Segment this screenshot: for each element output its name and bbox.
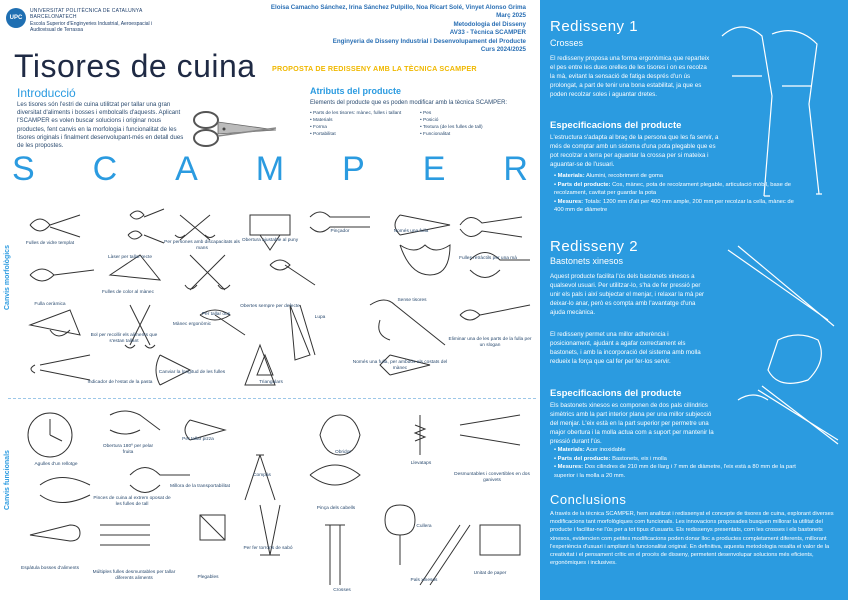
spec-item: • Parts del producte: Bastonets, eix i molla: [554, 455, 804, 464]
spec-1-text: L'estructura s'adapta al braç de la persona que les fa servir, a més de comptar amb un sistema d'una pota plegable que es pot recolzar a terra per aguantar la crossa per si mateixa i aguantar-se de l'usuari.: [550, 134, 719, 168]
list-item: • Funcionalitat: [420, 131, 530, 138]
sketch-scissors-12: [400, 245, 450, 275]
caption: Fulles retràctils per una mà: [459, 256, 517, 261]
caption: Obertes sempre per defecte: [240, 304, 300, 309]
scamper-letter: C: [92, 150, 120, 188]
sketch-crutches: [325, 525, 345, 585]
redesign-1-heading: Redisseny 1: [550, 18, 639, 35]
attributes-list: [310, 110, 530, 138]
sketch-scissors-8: [30, 269, 94, 281]
intro-text: Les tisores són l'estri de cuina utilitzat per tallar una gran diversitat d'aliments i bosses i embolcalls d'aquests. Aplicant l'SCAMPER es volen buscar solucions i originar nous productes, fent canvis en la morfologia i funcionalitat de les tisores originals i finalment desenvolupant-més en detall dues de les propostes.: [17, 101, 184, 150]
list-item: • Materials: [310, 117, 420, 124]
sketch-scissors-14: [30, 310, 80, 336]
caption: Espàtula bosses d'aliments: [21, 566, 79, 571]
attributes-col-1: [310, 110, 420, 138]
date: Març 2025: [496, 12, 526, 20]
spec-2-list: [554, 446, 804, 480]
sketch-spoon: [385, 505, 415, 565]
caption: Fulles de color al mànec: [102, 290, 154, 295]
course: Metodologia del Disseny: [453, 20, 526, 28]
caption: Obridor: [335, 450, 351, 455]
row-label-morphological: Canvis morfològics: [4, 245, 11, 310]
caption: Triangulars: [259, 380, 283, 385]
caption: Per tallar pizza: [182, 437, 214, 442]
caption: Agulles d'un rellotge: [34, 462, 78, 467]
redesign-1-text: El redisseny proposa una forma ergonòmica que reparteix el pes entre les dues orelles de les tisores i on es recolza la mà, evitant la sensació de fatiga després d'un ús prolongat, a part de tenir una bona estabilitat, ja que es poden recolzar soles i aguantar dretes.: [550, 55, 710, 98]
task: AV33 - Tècnica SCAMPER: [449, 29, 526, 37]
sketch-scissors-18: [370, 300, 445, 345]
sketch-corkscrew: [415, 415, 425, 455]
redesign-2-subtitle: Bastonets xinesos: [550, 256, 624, 266]
caption: Només una fulla, per ambdós els costats del mànec: [352, 360, 448, 371]
redesign-2-text-2: El redisseny permet una millor adherència i posicionament, ajudant a agafar correctament els bastonets, i amb la incorporació del sistema amb molla redueix la força que cal fer per fer-los servir.: [550, 331, 701, 365]
caption: Fulla ceràmica: [34, 302, 66, 307]
scamper-letters: [12, 150, 530, 189]
caption: Per fer torrons de sabó: [243, 546, 293, 551]
redesign-1-subtitle: Crosses: [550, 38, 584, 48]
scamper-letter: P: [342, 150, 367, 188]
logo-line-1: UNIVERSITAT POLITÈCNICA DE CATALUNYA BARCELONATECH: [30, 8, 143, 20]
scamper-letter: S: [12, 150, 37, 188]
sketch-scissors-22: [245, 345, 275, 385]
sketch-scissors-7: [460, 217, 522, 237]
spec-item: • Mesures: Dos cilindres de 210 mm de llarg i 7 mm de diàmetre, l'eix està a 80 mm de la part superior i la molla a 20 mm.: [554, 463, 804, 480]
sketch-scissors-11: [270, 260, 315, 285]
intro-heading: Introducció: [17, 86, 76, 100]
sketch-scissors-3: [175, 215, 215, 240]
caption: Per tallar ous: [201, 312, 231, 317]
scamper-letter: M: [255, 150, 287, 188]
chopsticks-sketch: [718, 240, 842, 450]
list-item: • Pes: [420, 110, 530, 117]
right-panel: [540, 0, 848, 600]
caption: Eliminar una de les parts de la fulla per un slogan: [448, 337, 532, 348]
caption: Per persones amb discapacitats als mans: [164, 240, 240, 251]
caption: Plegables: [197, 575, 219, 580]
list-item: • Forma: [310, 124, 420, 131]
scamper-letter: A: [175, 150, 200, 188]
caption: Pinça dels cabells: [316, 506, 356, 511]
seal-icon: UPC: [6, 8, 26, 28]
caption: Pinces de cuina al extrem oposat de les fulles de tall: [93, 496, 171, 507]
conclusions-text: A través de la tècnica SCAMPER, hem analitzat i redissenyat el concepte de tisores de cuina, explorant diverses modificacions tant morfològiques com funcionals. Les innovacions proposades busquen millorar la utilitat del producte i facilitar-ne l'ús per a tot tipus d'usuaris. Els redissenys presentats, com les crosses i els bastonets xinesos, evidencien com petites modificacions poden donar lloc a productes completament diferents, millorant l'experiència d'usuari i ampliant la funcionalitat original. En definitiva, aquesta metodologia resalta el valor de la creativitat i el pensament crític en el procés de disseny, permetent desenvolupar solucions més eficients, ergonòmiques i inclusives.: [550, 511, 834, 567]
sketch-scissors-4: [250, 215, 290, 250]
caption: Cullera: [416, 524, 432, 529]
degree: Enginyeria de Disseny Industrial i Desenvolupament del Producte: [332, 37, 526, 45]
caption: Llevataps: [410, 461, 432, 466]
scamper-letter: E: [422, 150, 448, 188]
spec-item: • Materials: Alumini, recobriment de goma: [554, 172, 804, 181]
sketch-spatula: [30, 525, 80, 541]
sketch-scissors-20: [31, 355, 90, 380]
caption: Crosses: [333, 588, 351, 593]
caption: Compàs: [253, 473, 271, 478]
attributes-text: Elements del producte que es poden modificar amb la tècnica SCAMPER:: [310, 100, 508, 106]
spec-2-heading: Especificacions del producte: [550, 388, 682, 399]
section-divider: [8, 398, 536, 399]
sketch-scissors-1: [30, 215, 80, 237]
list-item: • Parts de les tisores: mànec, fulles i tallant: [310, 110, 420, 117]
redesign-2-heading: Redisseny 2: [550, 238, 639, 255]
sketch-clip: [310, 465, 360, 485]
logo-line-2: Escola Superior d'Enginyeries Industrial, Aeroespacial i Audiovisual de Terrassa: [30, 21, 153, 33]
spec-item: • Materials: Acer inoxidable: [554, 446, 804, 455]
row-label-functional: Canvis funcionals: [4, 450, 11, 510]
caption: Sense tisores: [397, 298, 427, 303]
caption: Obertura ajustable al puny: [241, 238, 299, 243]
sketch-paper: [480, 525, 520, 555]
sketch-tongs: [40, 478, 90, 503]
caption: Indicador de l'estat de la pasta: [87, 380, 153, 385]
caption: Fulles de vidre templat: [25, 241, 75, 246]
caption: Pinçador: [330, 229, 350, 234]
authors: Eloisa Camacho Sánchez, Irina Sánchez Pulpillo, Noa Ricart Solé, Vinyet Alonso Grima: [270, 4, 526, 11]
university-logo: [6, 8, 156, 38]
conclusions-heading: Conclusions: [550, 492, 627, 507]
sketch-folding: [200, 515, 225, 540]
caption: Obertura 180º per pelar fruita: [102, 444, 154, 455]
caption: Millora de la transportabilitat: [170, 484, 230, 489]
sketch-knives: [460, 415, 520, 445]
spec-1-heading: Especificacions del producte: [550, 120, 682, 131]
caption: Només una fulla: [393, 229, 429, 234]
page-subtitle: PROPOSTA DE REDISSENY AMB LA TÈCNICA SCAMPER: [272, 64, 477, 73]
attributes-col-2: [420, 110, 530, 138]
spec-2-text: Els bastonets xinesos es componen de dos pals cilíndrics simètrics amb la part interior plana per una millor subjecció del menjar. L'eix està en la part superior per permetre una major obertura i la molla actua com a suport per mantenir la pressió durant l'ús.: [550, 402, 714, 445]
list-item: • Textura (de les fulles de tall): [420, 124, 530, 131]
list-item: • Posició: [420, 117, 530, 124]
caption: Làser per tallar recte: [108, 255, 152, 260]
sketch-peeler: [110, 411, 160, 434]
spec-item: • Mesures: Totals: 1200 mm d'alt per 400 mm ample, 200 mm per recolzar la cella, mànec de 400 mm de diàmetre: [554, 198, 804, 215]
scissors-photo-icon: [190, 100, 280, 156]
sketch-scissors-19: [460, 305, 530, 320]
sketch-opener: [320, 415, 360, 455]
caption: Lupa: [314, 315, 326, 320]
sketch-scissors-2: [128, 209, 164, 243]
redesign-2-text-1: Aquest producte facilita l'ús dels bastonets xinesos a qualsevol usuari. Per utilitzar-lo, s'ha de fer pressió per unir els pals i així subjectar el menjar, i relaxar la mà per deixar-lo anar, però es compta amb l'avantatge d'una ajuda mecànica.: [550, 273, 705, 316]
sketch-scissors-10: [185, 255, 230, 290]
caption: Mànec ergonòmic: [172, 322, 212, 327]
caption: Canviar la longitud de les fulles: [158, 370, 226, 375]
spec-item: • Parts del producte: Cos, mànec, pota de recolzament plegable, articulació mòbil, base de recolzament, cavitat per guardar la pota: [554, 181, 804, 198]
caption: Pals xinesos: [410, 578, 438, 583]
sketch-scissors-17: [290, 305, 315, 360]
year: Curs 2024/2025: [480, 46, 526, 54]
caption: Bol per recollir els aliments que s'estan tallant: [90, 333, 158, 344]
spec-1-list: [554, 172, 804, 215]
morphological-sketches: [20, 205, 540, 395]
caption: Desmuntables i convertibles en dos ganivets: [454, 472, 530, 483]
caption: Unitat de paper: [473, 571, 507, 576]
sketch-multi-blade: [100, 525, 150, 545]
header-info: [226, 4, 526, 54]
page-title: Tisores de cuina: [14, 48, 256, 84]
caption: Múltiples fulles desmuntables per tallar diferents aliments: [92, 570, 176, 581]
attributes-heading: Atributs del producte: [310, 86, 402, 96]
list-item: • Portabilitat: [310, 131, 420, 138]
scamper-letter: R: [503, 150, 530, 188]
